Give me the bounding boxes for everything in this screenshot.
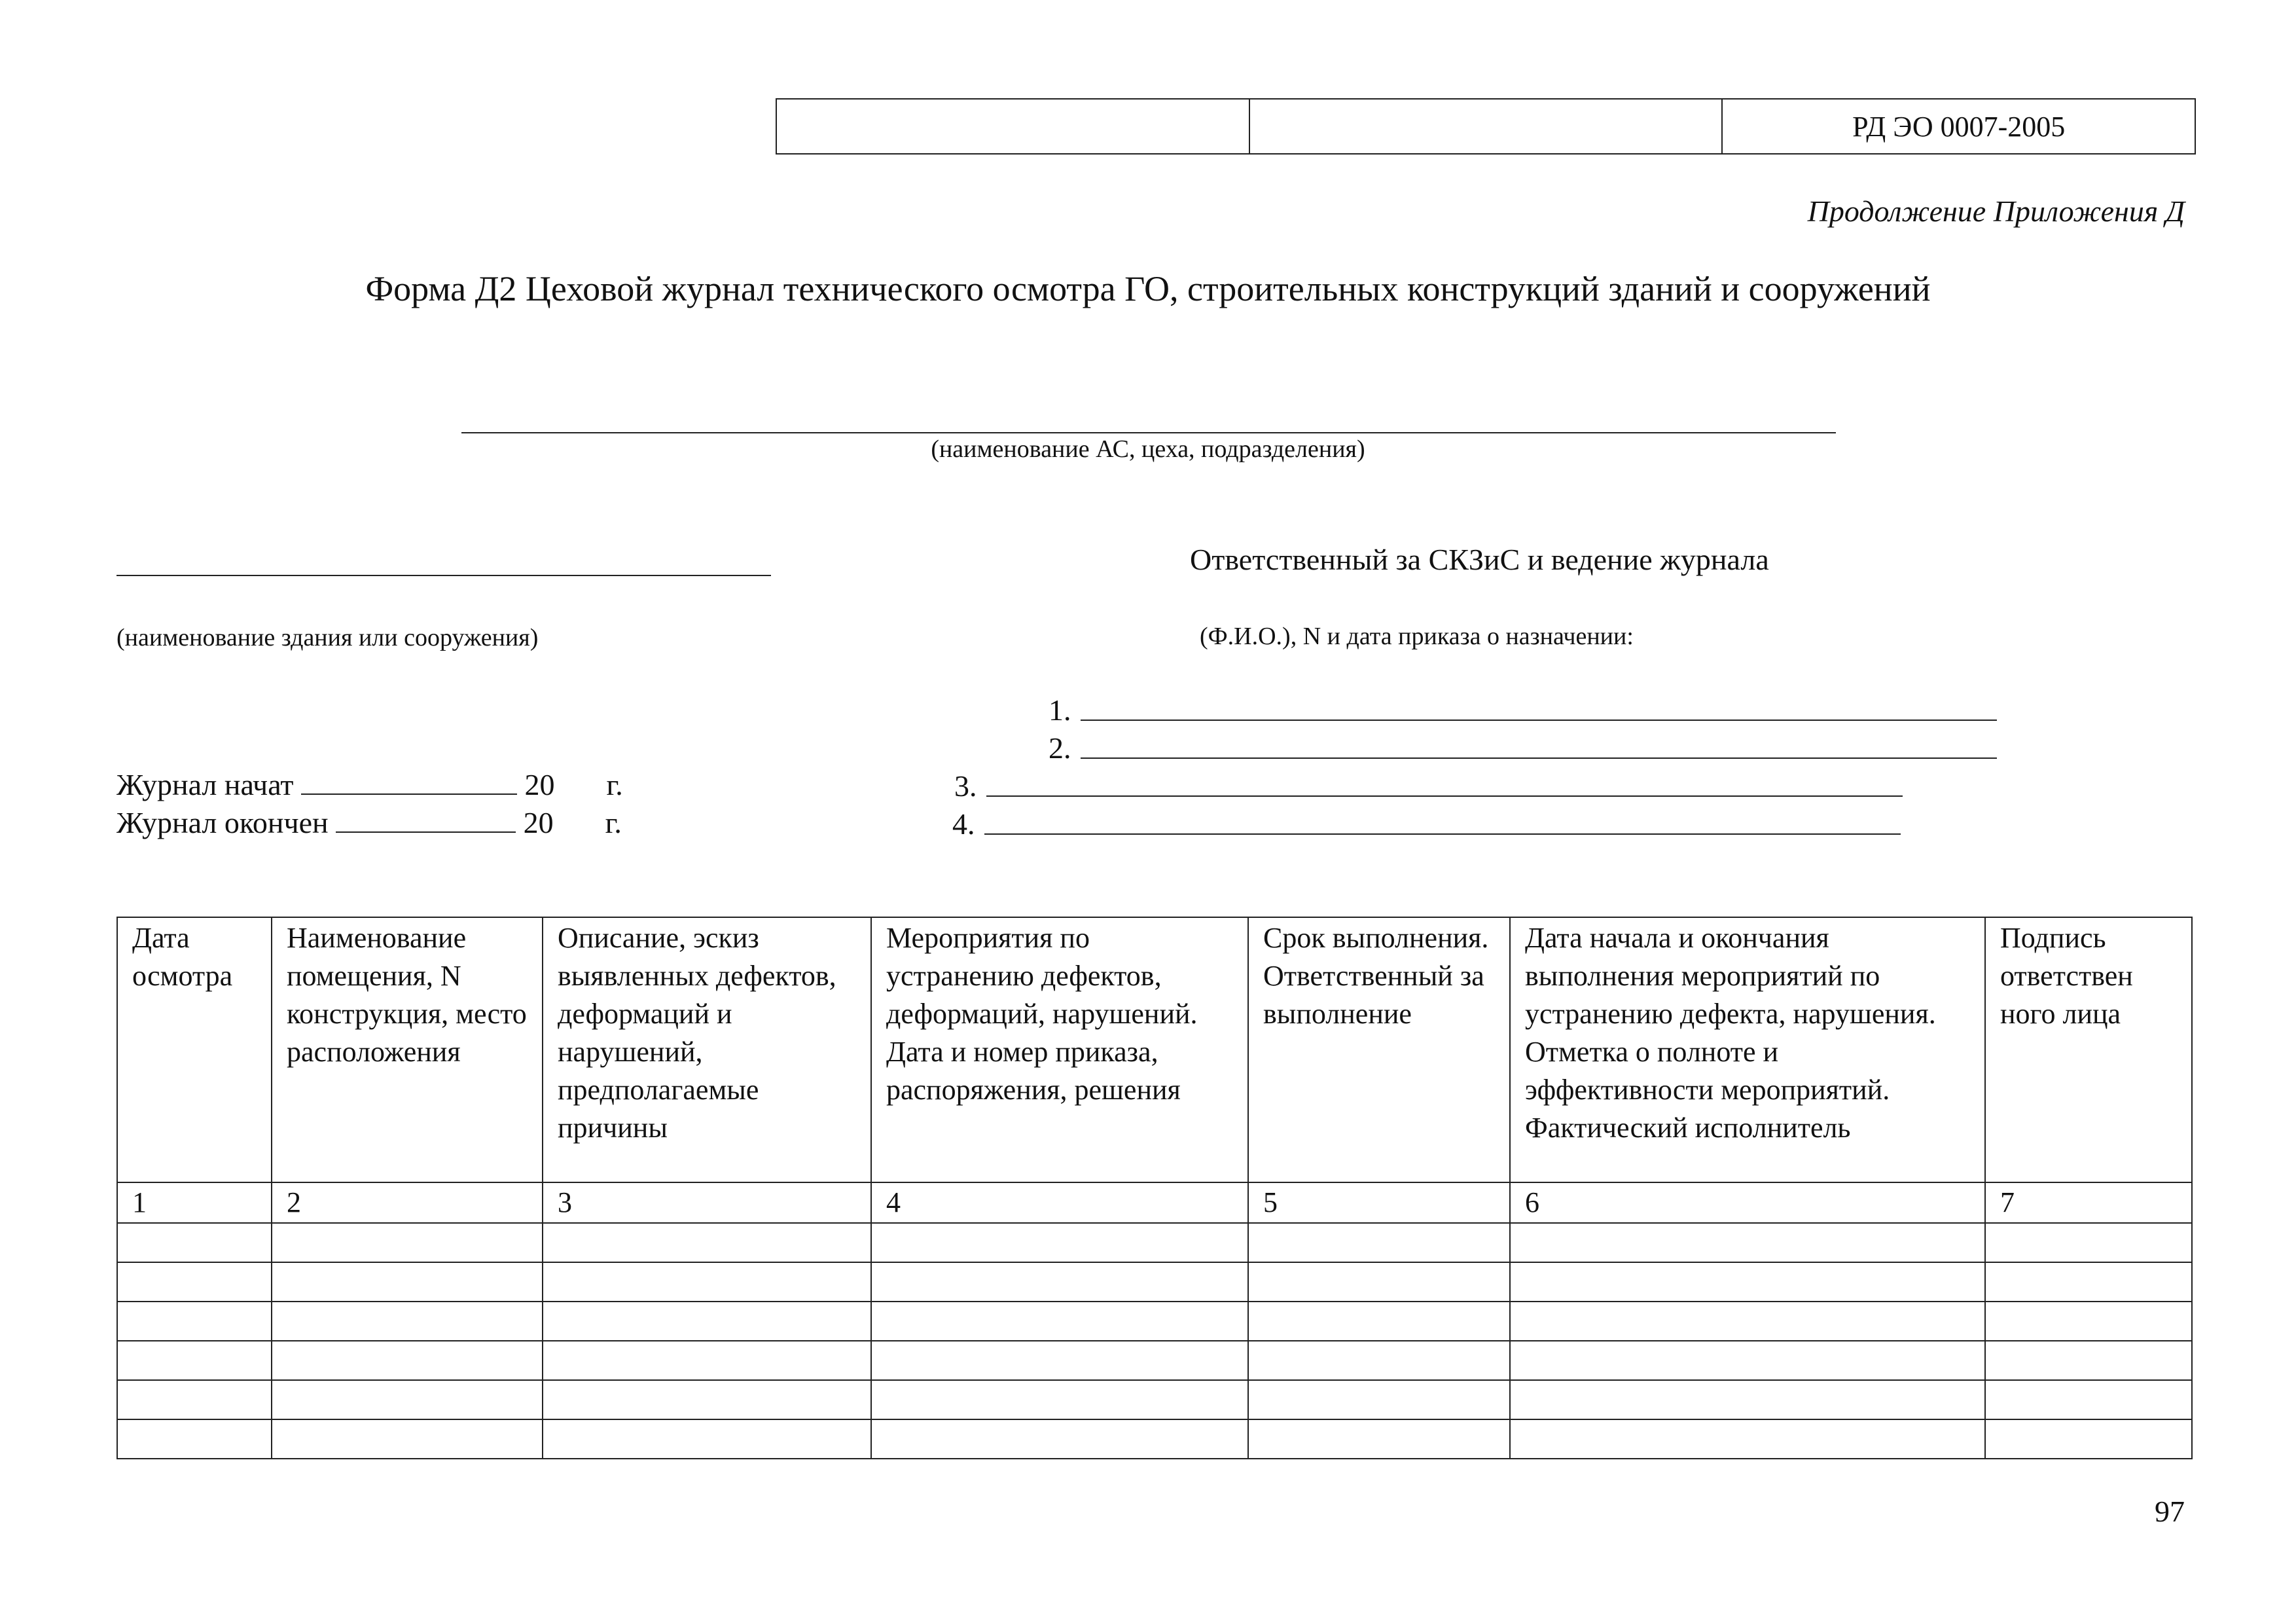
table-cell[interactable] bbox=[1985, 1223, 2192, 1262]
column-header-location: Наименование помещения, N конструкция, место расположения bbox=[272, 917, 543, 1182]
table-cell[interactable] bbox=[1985, 1302, 2192, 1341]
journal-started-row bbox=[117, 767, 623, 802]
table-row bbox=[117, 1262, 2192, 1302]
table-header-row bbox=[117, 917, 2192, 1182]
table-cell[interactable] bbox=[871, 1262, 1248, 1302]
table-cell[interactable] bbox=[543, 1302, 871, 1341]
table-cell[interactable] bbox=[272, 1341, 543, 1380]
table-cell[interactable] bbox=[1248, 1419, 1510, 1459]
table-cell[interactable] bbox=[1248, 1380, 1510, 1419]
table-row bbox=[117, 1302, 2192, 1341]
table-cell[interactable] bbox=[1510, 1419, 1985, 1459]
column-header-signature: Подпись ответствен ного лица bbox=[1985, 917, 2192, 1182]
table-cell[interactable] bbox=[1985, 1262, 2192, 1302]
responsible-line-1[interactable] bbox=[1049, 693, 1997, 727]
table-cell[interactable] bbox=[1510, 1302, 1985, 1341]
responsible-blank-2[interactable] bbox=[1081, 757, 1997, 759]
journal-ended-row bbox=[117, 805, 622, 840]
document-code: РД ЭО 0007-2005 bbox=[1852, 110, 2066, 143]
inspection-log-table bbox=[117, 917, 2193, 1459]
journal-ended-year-suffix: г. bbox=[605, 806, 622, 839]
responsible-number-4: 4. bbox=[952, 807, 975, 841]
journal-ended-date-field[interactable] bbox=[336, 808, 516, 833]
column-number-row bbox=[117, 1182, 2192, 1223]
responsible-heading: Ответственный за СКЗиС и ведение журнала bbox=[1190, 543, 1769, 576]
table-cell[interactable] bbox=[1510, 1341, 1985, 1380]
journal-started-label: Журнал начат bbox=[117, 768, 294, 801]
column-header-defects: Описание, эскиз выявленных дефектов, деформаций и нарушений, предполагаемые причины bbox=[543, 917, 871, 1182]
responsible-blank-1[interactable] bbox=[1081, 720, 1997, 721]
responsible-line-4[interactable] bbox=[952, 807, 1901, 841]
responsible-number-3: 3. bbox=[954, 769, 977, 803]
org-name-line[interactable] bbox=[461, 432, 1836, 433]
header-cell-1 bbox=[777, 100, 1250, 153]
table-cell[interactable] bbox=[871, 1223, 1248, 1262]
table-cell[interactable] bbox=[272, 1302, 543, 1341]
table-cell[interactable] bbox=[871, 1419, 1248, 1459]
table-cell[interactable] bbox=[1248, 1302, 1510, 1341]
column-header-deadline: Срок выполнения. Ответственный за выполнение bbox=[1248, 917, 1510, 1182]
table-cell[interactable] bbox=[272, 1380, 543, 1419]
table-row bbox=[117, 1223, 2192, 1262]
table-cell[interactable] bbox=[1985, 1419, 2192, 1459]
responsible-blank-3[interactable] bbox=[986, 795, 1903, 797]
table-cell[interactable] bbox=[117, 1341, 272, 1380]
table-cell[interactable] bbox=[543, 1419, 871, 1459]
table-cell[interactable] bbox=[871, 1302, 1248, 1341]
journal-ended-label: Журнал окончен bbox=[117, 806, 329, 839]
table-cell[interactable] bbox=[117, 1419, 272, 1459]
org-name-caption: (наименование АС, цеха, подразделения) bbox=[931, 435, 1365, 463]
column-number: 1 bbox=[117, 1182, 272, 1223]
table-row bbox=[117, 1380, 2192, 1419]
column-number: 5 bbox=[1248, 1182, 1510, 1223]
table-cell[interactable] bbox=[117, 1262, 272, 1302]
table-cell[interactable] bbox=[272, 1223, 543, 1262]
header-cell-2 bbox=[1250, 100, 1723, 153]
table-row bbox=[117, 1341, 2192, 1380]
table-cell[interactable] bbox=[117, 1302, 272, 1341]
column-header-execution: Дата начала и окончания выполнения мероприятий по устранению дефекта, нарушения. Отметка о полноте и эффективности мероприятий. Фактический исполнитель bbox=[1510, 917, 1985, 1182]
building-name-caption: (наименование здания или сооружения) bbox=[117, 624, 539, 651]
table-cell[interactable] bbox=[272, 1262, 543, 1302]
table-cell[interactable] bbox=[871, 1380, 1248, 1419]
journal-ended-year-field[interactable] bbox=[561, 809, 598, 833]
building-name-line[interactable] bbox=[117, 575, 771, 576]
appendix-continuation: Продолжение Приложения Д bbox=[1807, 194, 2185, 228]
responsible-blank-4[interactable] bbox=[984, 833, 1901, 835]
page-number: 97 bbox=[2155, 1495, 2185, 1528]
table-cell[interactable] bbox=[117, 1223, 272, 1262]
document-header-box bbox=[776, 98, 2196, 155]
journal-started-date-field[interactable] bbox=[301, 770, 517, 795]
responsible-line-2[interactable] bbox=[1049, 731, 1997, 765]
responsible-number-2: 2. bbox=[1049, 731, 1071, 765]
form-title: Форма Д2 Цеховой журнал технического осмотра ГО, строительных конструкций зданий и сооружений bbox=[365, 269, 1931, 308]
table-cell[interactable] bbox=[543, 1262, 871, 1302]
table-cell[interactable] bbox=[1510, 1380, 1985, 1419]
responsible-caption: (Ф.И.О.), N и дата приказа о назначении: bbox=[1200, 623, 1634, 650]
table-cell[interactable] bbox=[871, 1341, 1248, 1380]
responsible-line-3[interactable] bbox=[954, 769, 1903, 803]
column-number: 3 bbox=[543, 1182, 871, 1223]
column-header-measures: Мероприятия по устранению дефектов, деформаций, нарушений. Дата и номер приказа, распоряжения, решения bbox=[871, 917, 1248, 1182]
table-cell[interactable] bbox=[1248, 1262, 1510, 1302]
journal-started-year-field[interactable] bbox=[562, 771, 599, 795]
table-cell[interactable] bbox=[543, 1223, 871, 1262]
table-cell[interactable] bbox=[1985, 1380, 2192, 1419]
responsible-number-1: 1. bbox=[1049, 693, 1071, 727]
column-number: 4 bbox=[871, 1182, 1248, 1223]
table-cell[interactable] bbox=[543, 1341, 871, 1380]
journal-started-year-suffix: г. bbox=[606, 768, 623, 801]
table-row bbox=[117, 1419, 2192, 1459]
column-number: 7 bbox=[1985, 1182, 2192, 1223]
column-number: 6 bbox=[1510, 1182, 1985, 1223]
column-number: 2 bbox=[272, 1182, 543, 1223]
table-cell[interactable] bbox=[1985, 1341, 2192, 1380]
table-cell[interactable] bbox=[1248, 1223, 1510, 1262]
table-cell[interactable] bbox=[1248, 1341, 1510, 1380]
table-cell[interactable] bbox=[1510, 1223, 1985, 1262]
table-cell[interactable] bbox=[272, 1419, 543, 1459]
table-cell[interactable] bbox=[117, 1380, 272, 1419]
table-cell[interactable] bbox=[1510, 1262, 1985, 1302]
journal-started-year-prefix: 20 bbox=[524, 768, 555, 801]
journal-ended-year-prefix: 20 bbox=[523, 806, 554, 839]
column-header-date: Дата осмотра bbox=[117, 917, 272, 1182]
table-cell[interactable] bbox=[543, 1380, 871, 1419]
